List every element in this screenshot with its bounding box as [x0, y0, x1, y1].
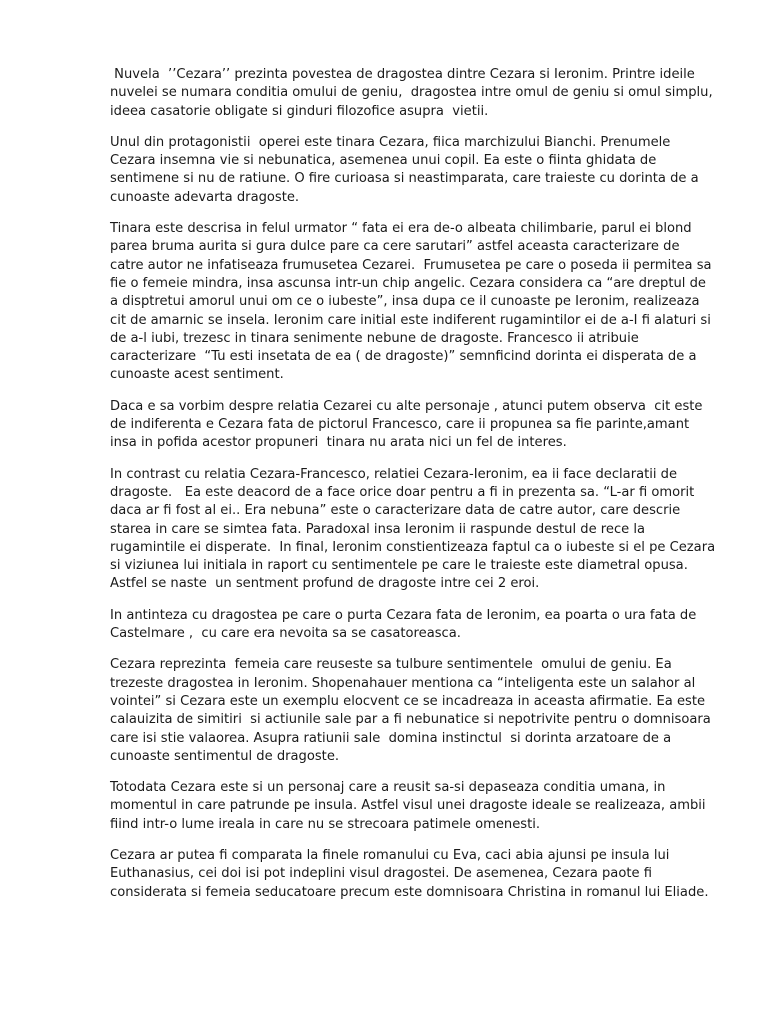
paragraph: In antinteza cu dragostea pe care o purta Cezara fata de Ieronim, ea poarta o ura fata de Castelmare , cu care era nevoita sa se casatoreasca. — [110, 607, 701, 642]
paragraph: Tinara este descrisa in felul urmator “ fata ei era de-o albeata chilimbarie, parul ei blond parea bruma aurita si gura dulce pare ca cere sarutari” astfel aceasta caracterizare de catre autor ne infatiseaza frumusetea Cezarei. Frumusetea pe care o poseda ii permitea sa fie o femeie mindra, insa ascunsa intr-un chip angelic. Cezara considera ca “are dreptul de a disptretui amorul unui om ce o iubeste”, insa dupa ce il cunoaste pe Ieronim, realizeaza cit de amarnic se insela. Ieronim care initial este indiferent rugamintilor ei de a-I fi alaturi si de a-l iubi, trezesc in tinara senimente nebune de dragoste. Francesco ii atribuie caracterizare “Tu esti insetata de ea ( de dragoste)” semnficind dorinta ei disperata de a cunoaste acest sentiment. — [110, 221, 716, 383]
paragraph: Nuvela ’’Cezara’’ prezinta povestea de dragostea dintre Cezara si Ieronim. Printre ideile nuvelei se numara conditia omului de geniu, dragostea intre omul de geniu si omul simplu, ideea casatorie obligate si ginduri filozofice asupra vietii. — [110, 67, 721, 119]
paragraph: In contrast cu relatia Cezara-Francesco, relatiei Cezara-Ieronim, ea ii face declaratii de dragoste. Ea este deacord de a face orice doar pentru a fi in prezenta sa. “L-ar fi omorit daca ar fi fost al ei.. Era nebuna” este o caracterizare data de catre autor, care descrie starea in care se simtea fata. Paradoxal insa Ieronim ii raspunde destul de rece la rugamintile ei disperate. In final, Ieronim constientizeaza faptul ca o iubeste si el pe Cezara si viziunea lui initiala in raport cu sentimentele pe care le traieste este diametral opusa. Astfel se naste un sentment profund de dragoste intre cei 2 eroi. — [110, 466, 720, 592]
paragraph: Unul din protagonistii operei este tinara Cezara, fiica marchizului Bianchi. Prenumele Cezara insemna vie si nebunatica, asemenea unui copil. Ea este o fiinta ghidata de sentimene si nu de ratiune. O fire curioasa si neastimparata, care traieste cu dorinta de a cunoaste adevarta dragoste. — [110, 134, 703, 205]
paragraph: Cezara ar putea fi comparata la finele romanului cu Eva, caci abia ajunsi pe insula lui Euthanasius, cei doi isi pot indeplini visul dragostei. De asemenea, Cezara paote fi considerata si femeia seducatoare precum este domnisoara Christina in romanul lui Eliade. — [110, 847, 709, 900]
paragraph: Cezara reprezinta femeia care reuseste sa tulbure sentimentele omului de geniu. Ea trezeste dragostea in Ieronim. Shopenahauer mentiona ca “inteligenta este un salahor al vointei” si Cezara este un exemplu elocvent ce se incadreaza in aceasta afirmatie. Ea este calauizita de simitiri si actiunile sale par a fi nebunatice si nepotrivite pentru o domnisoara care isi stie valaorea. Asupra ratiunii sale domina instinctul si dorinta arzatoare de a cunoaste sentimentul de dragoste. — [110, 657, 715, 764]
paragraph: Daca e sa vorbim despre relatia Cezarei cu alte personaje , atunci putem observa cit este de indiferenta e Cezara fata de pictorul Francesco, care ii propunea sa fie parinte,amant insa in pofida acestor propuneri tinara nu arata nici un fel de interes. — [110, 398, 707, 451]
document-body — [110, 66, 721, 915]
paragraph: Totodata Cezara este si un personaj care a reusit sa-si depaseaza conditia umana, in momentul in care patrunde pe insula. Astfel visul unei dragoste ideale se realizeaza, ambii fiind intr-o lume ireala in care nu se strecoara patimele omenesti. — [110, 780, 710, 832]
